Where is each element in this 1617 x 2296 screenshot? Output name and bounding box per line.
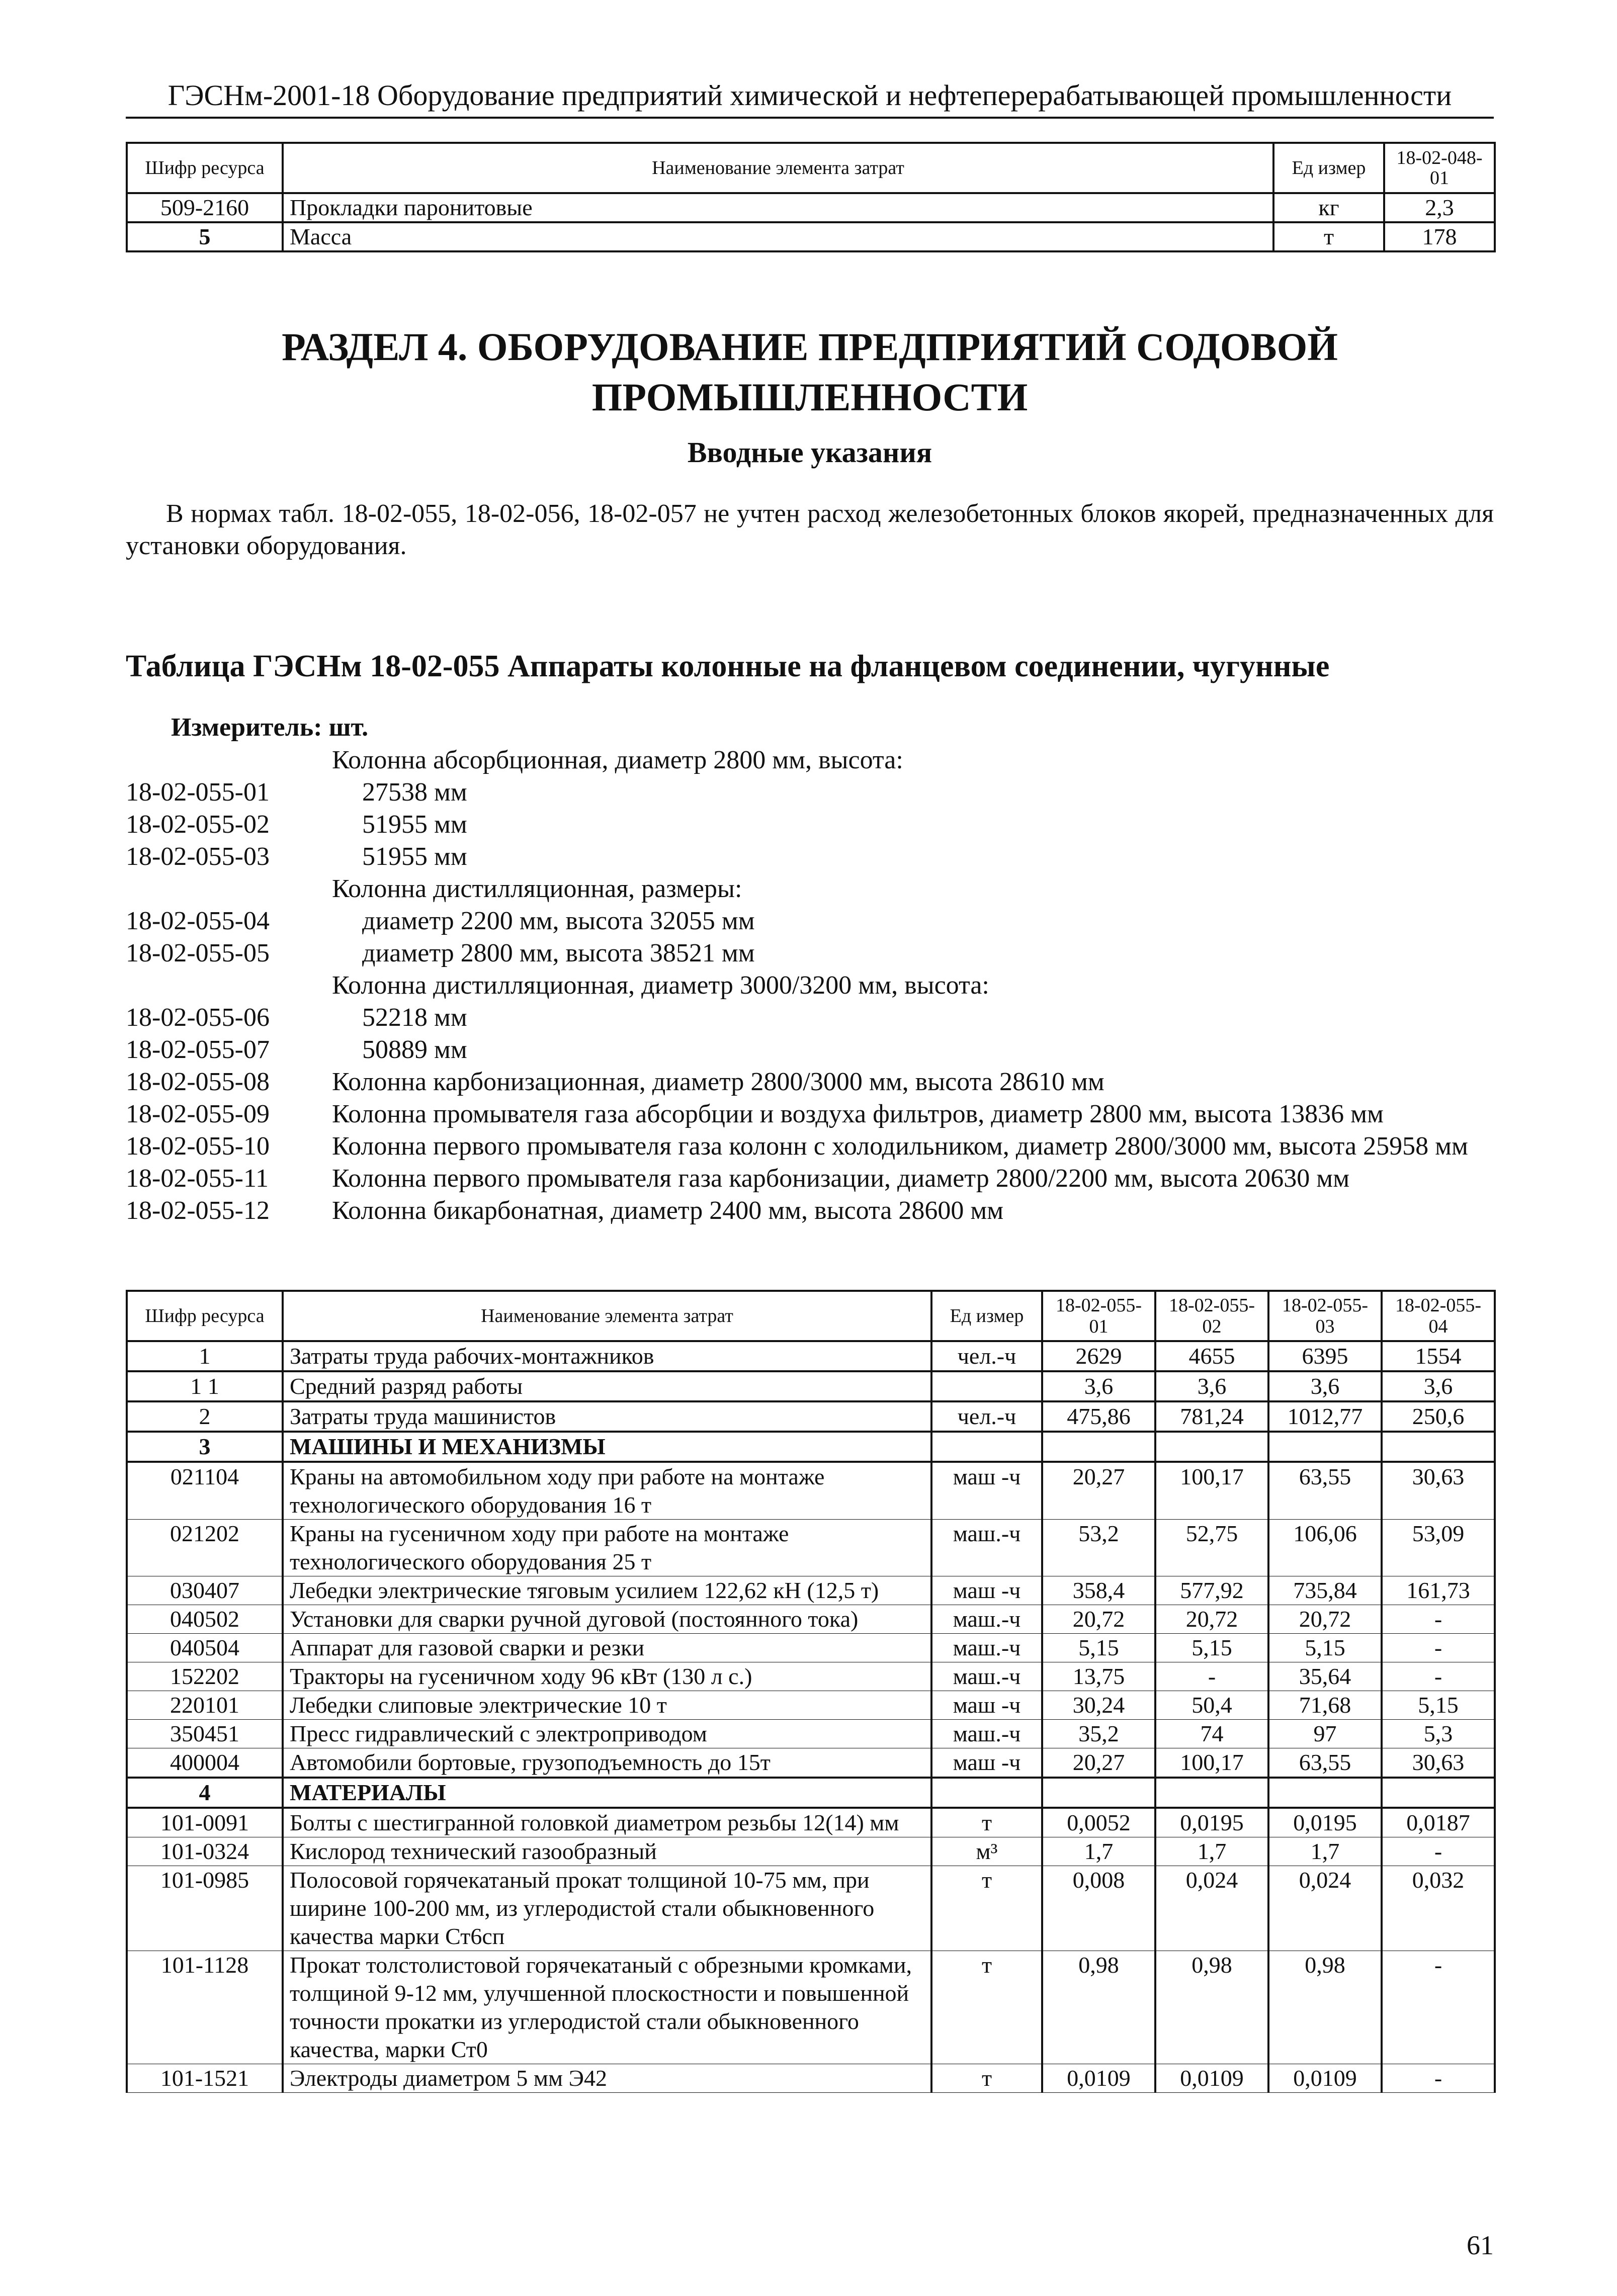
table-title: Таблица ГЭСНм 18-02-055 Аппараты колонные на фланцевом соединении, чугунные	[126, 649, 1330, 683]
resource-code: 5	[127, 222, 283, 251]
resource-value: 20,27	[1042, 1748, 1155, 1778]
resource-unit: м³	[931, 1837, 1042, 1866]
resource-code: 101-0324	[127, 1837, 283, 1866]
resource-value: 3,6	[1155, 1371, 1268, 1401]
table-row	[127, 1748, 1495, 1778]
resource-value	[1155, 1432, 1268, 1462]
norm-item	[126, 1130, 1494, 1163]
column-header: Ед измер	[1273, 143, 1384, 193]
column-header: 18-02-055-01	[1042, 1291, 1155, 1341]
resource-code: 152202	[127, 1662, 283, 1691]
resource-unit: маш.-ч	[931, 1634, 1042, 1662]
resource-name: Прокат толстолистовой горячекатаный с обрезными кромками, толщиной 9-12 мм, улучшенной плоскостности и повышенной точности прокатки из углеродистой стали обыкновенного качества, марки Ст0	[283, 1951, 931, 2064]
norm-code: 18-02-055-07	[126, 1035, 270, 1064]
norm-list	[126, 744, 1494, 1227]
subsection-title: Вводные указания	[687, 436, 932, 469]
resource-value: 106,06	[1268, 1520, 1382, 1576]
table-group-row	[127, 1432, 1495, 1462]
resource-value: 100,17	[1155, 1462, 1268, 1520]
resource-value: 20,72	[1268, 1605, 1382, 1634]
norm-code: 18-02-055-12	[126, 1196, 270, 1225]
norm-item	[126, 1098, 1494, 1130]
resource-code: 101-1128	[127, 1951, 283, 2064]
resource-unit: маш.-ч	[931, 1520, 1042, 1576]
resource-unit: маш.-ч	[931, 1605, 1042, 1634]
resource-unit: чел.-ч	[931, 1341, 1042, 1371]
resource-value: -	[1382, 2064, 1495, 2093]
norm-code: 18-02-055-03	[126, 842, 270, 871]
norm-description: 51955 мм	[362, 810, 467, 839]
resource-value: 0,0052	[1042, 1808, 1155, 1837]
table-row	[127, 1605, 1495, 1634]
resource-value: 63,55	[1268, 1748, 1382, 1778]
resource-value: 30,63	[1382, 1462, 1495, 1520]
resource-name: Автомобили бортовые, грузоподъемность до 15т	[283, 1748, 931, 1778]
norm-code: 18-02-055-09	[126, 1100, 270, 1128]
column-header: 18-02-048-01	[1384, 143, 1495, 193]
resource-value: 1,7	[1155, 1837, 1268, 1866]
resource-value: 1,7	[1268, 1837, 1382, 1866]
table-row	[127, 1691, 1495, 1720]
resource-value: 0,024	[1155, 1866, 1268, 1951]
resource-value: 358,4	[1042, 1576, 1155, 1605]
column-header: 18-02-055-04	[1382, 1291, 1495, 1341]
resource-name: Пресс гидравлический с электроприводом	[283, 1720, 931, 1748]
resource-value: 0,008	[1042, 1866, 1155, 1951]
norm-code	[126, 969, 332, 1002]
resource-value: 5,15	[1042, 1634, 1155, 1662]
norm-code: 18-02-055-10	[126, 1132, 270, 1161]
table-row	[127, 1951, 1495, 2064]
resource-value: 0,98	[1155, 1951, 1268, 2064]
resource-code: 101-0091	[127, 1808, 283, 1837]
resource-value: 50,4	[1155, 1691, 1268, 1720]
resource-value: 97	[1268, 1720, 1382, 1748]
resource-value: -	[1382, 1662, 1495, 1691]
resource-value: 0,0195	[1155, 1808, 1268, 1837]
table-row	[127, 222, 1495, 251]
resource-value: 1,7	[1042, 1837, 1155, 1866]
resource-value: 53,09	[1382, 1520, 1495, 1576]
resource-value: 0,0195	[1268, 1808, 1382, 1837]
resource-unit: маш -ч	[931, 1748, 1042, 1778]
resource-value	[1155, 1778, 1268, 1808]
resource-value: 781,24	[1155, 1401, 1268, 1432]
norm-item	[126, 937, 1494, 969]
resource-name: Краны на автомобильном ходу при работе на монтаже технологического оборудования 16 т	[283, 1462, 931, 1520]
norm-item	[126, 776, 1494, 809]
table-row	[127, 1462, 1495, 1520]
norm-item	[126, 809, 1494, 841]
table-row	[127, 193, 1495, 222]
norm-description: диаметр 2800 мм, высота 38521 мм	[362, 939, 755, 967]
resource-value: 2629	[1042, 1341, 1155, 1371]
resource-value: 5,3	[1382, 1720, 1495, 1748]
resource-value: 475,86	[1042, 1401, 1155, 1432]
resource-value: 0,0109	[1042, 2064, 1155, 2093]
resource-unit: маш -ч	[931, 1691, 1042, 1720]
resource-name: Полосовой горячекатаный прокат толщиной 10-75 мм, при ширине 100-200 мм, из углеродистой стали обыкновенного качества марки Ст6сп	[283, 1866, 931, 1951]
resource-value: 5,15	[1268, 1634, 1382, 1662]
norm-code: 18-02-055-05	[126, 939, 270, 967]
norm-item	[126, 1002, 1494, 1034]
resource-name: Масса	[283, 222, 1273, 251]
norm-item	[126, 1066, 1494, 1098]
resource-code: 021104	[127, 1462, 283, 1520]
resource-code: 509-2160	[127, 193, 283, 222]
resource-value: 100,17	[1155, 1748, 1268, 1778]
resource-value: 161,73	[1382, 1576, 1495, 1605]
norm-description: 50889 мм	[362, 1035, 467, 1064]
resource-unit	[931, 1371, 1042, 1401]
table-row	[127, 1866, 1495, 1951]
table-row	[127, 2064, 1495, 2093]
resource-value: 1554	[1382, 1341, 1495, 1371]
resource-value: -	[1382, 1837, 1495, 1866]
resource-value	[1042, 1432, 1155, 1462]
resource-name: МАТЕРИАЛЫ	[283, 1778, 931, 1808]
resource-value: 735,84	[1268, 1576, 1382, 1605]
table-row	[127, 1837, 1495, 1866]
resource-code: 101-0985	[127, 1866, 283, 1951]
resource-value: 1012,77	[1268, 1401, 1382, 1432]
norm-code: 18-02-055-06	[126, 1003, 270, 1032]
norm-item	[126, 969, 1494, 1002]
resource-value: 4655	[1155, 1341, 1268, 1371]
norm-description: Колонна первого промывателя газа карбонизации, диаметр 2800/2200 мм, высота 20630 мм	[332, 1164, 1350, 1193]
resource-unit	[931, 1432, 1042, 1462]
resource-name: Затраты труда машинистов	[283, 1401, 931, 1432]
resource-value: 5,15	[1155, 1634, 1268, 1662]
resource-code: 1 1	[127, 1371, 283, 1401]
resource-name: Установки для сварки ручной дуговой (постоянного тока)	[283, 1605, 931, 1634]
measure-unit: Измеритель: шт.	[171, 713, 369, 742]
resource-code: 3	[127, 1432, 283, 1462]
resource-unit: кг	[1273, 193, 1384, 222]
resource-value: -	[1155, 1662, 1268, 1691]
resource-value: 20,27	[1042, 1462, 1155, 1520]
resource-code: 400004	[127, 1748, 283, 1778]
resource-value: 20,72	[1042, 1605, 1155, 1634]
resource-value: 35,64	[1268, 1662, 1382, 1691]
table-row	[127, 1576, 1495, 1605]
norm-description: диаметр 2200 мм, высота 32055 мм	[362, 907, 755, 935]
resource-value: 2,3	[1384, 193, 1495, 222]
resource-unit: чел.-ч	[931, 1401, 1042, 1432]
resource-value: 3,6	[1268, 1371, 1382, 1401]
norm-description: Колонна первого промывателя газа колонн с холодильником, диаметр 2800/3000 мм, высота 25958 мм	[332, 1132, 1468, 1161]
table-row	[127, 1520, 1495, 1576]
resource-unit: т	[1273, 222, 1384, 251]
resource-value: 0,0109	[1155, 2064, 1268, 2093]
resource-code: 101-1521	[127, 2064, 283, 2093]
norm-item	[126, 873, 1494, 905]
resource-value: 0,0109	[1268, 2064, 1382, 2093]
resource-code: 021202	[127, 1520, 283, 1576]
resource-value: 5,15	[1382, 1691, 1495, 1720]
resource-name: Краны на гусеничном ходу при работе на монтаже технологического оборудования 25 т	[283, 1520, 931, 1576]
norm-code: 18-02-055-02	[126, 810, 270, 839]
resource-value: 0,0187	[1382, 1808, 1495, 1837]
resource-value	[1382, 1778, 1495, 1808]
resource-value: 0,98	[1042, 1951, 1155, 2064]
resource-value: 63,55	[1268, 1462, 1382, 1520]
column-header: Шифр ресурса	[127, 143, 283, 193]
resource-value: 3,6	[1042, 1371, 1155, 1401]
resource-unit	[931, 1778, 1042, 1808]
norm-description: Колонна дистилляционная, диаметр 3000/3200 мм, высота:	[332, 971, 989, 1000]
norm-code	[126, 744, 332, 776]
norm-item	[126, 1034, 1494, 1066]
resource-value	[1268, 1432, 1382, 1462]
norm-code: 18-02-055-08	[126, 1068, 270, 1096]
norm-item	[126, 905, 1494, 937]
table-row	[127, 1662, 1495, 1691]
resource-value	[1268, 1778, 1382, 1808]
norm-code: 18-02-055-11	[126, 1164, 269, 1193]
norm-description: Колонна карбонизационная, диаметр 2800/3000 мм, высота 28610 мм	[332, 1068, 1104, 1096]
section-title-line: РАЗДЕЛ 4. ОБОРУДОВАНИЕ ПРЕДПРИЯТИЙ СОДОВОЙ	[282, 325, 1338, 369]
resource-name: Болты с шестигранной головкой диаметром резьбы 12(14) мм	[283, 1808, 931, 1837]
column-header: Ед измер	[931, 1291, 1042, 1341]
resource-name: Аппарат для газовой сварки и резки	[283, 1634, 931, 1662]
column-header: Шифр ресурса	[127, 1291, 283, 1341]
norm-description: 27538 мм	[362, 778, 467, 807]
table-row	[127, 1720, 1495, 1748]
resource-name: Кислород технический газообразный	[283, 1837, 931, 1866]
norm-description: Колонна дистилляционная, размеры:	[332, 874, 742, 903]
resource-code: 040504	[127, 1634, 283, 1662]
resource-value: 20,72	[1155, 1605, 1268, 1634]
norm-description: Колонна промывателя газа абсорбции и воздуха фильтров, диаметр 2800 мм, высота 13836 мм	[332, 1100, 1384, 1128]
table-row	[127, 1341, 1495, 1371]
resource-name: Затраты труда рабочих-монтажников	[283, 1341, 931, 1371]
section-title-line: ПРОМЫШЛЕННОСТИ	[591, 375, 1028, 419]
resource-name: Средний разряд работы	[283, 1371, 931, 1401]
resource-name: Лебедки слиповые электрические 10 т	[283, 1691, 931, 1720]
resource-value: 53,2	[1042, 1520, 1155, 1576]
resource-value	[1042, 1778, 1155, 1808]
norm-code	[126, 873, 332, 905]
table-group-row	[127, 1778, 1495, 1808]
table-row	[127, 1371, 1495, 1401]
resource-value: 0,032	[1382, 1866, 1495, 1951]
resource-name: МАШИНЫ И МЕХАНИЗМЫ	[283, 1432, 931, 1462]
section-title	[126, 322, 1494, 422]
norm-item	[126, 1163, 1494, 1195]
resource-value: 577,92	[1155, 1576, 1268, 1605]
table-row	[127, 1401, 1495, 1432]
running-header: ГЭСНм-2001-18 Оборудование предприятий химической и нефтеперерабатывающей промышленности	[126, 75, 1494, 119]
column-header: Наименование элемента затрат	[283, 1291, 931, 1341]
norm-description: 52218 мм	[362, 1003, 467, 1032]
resource-value: 0,98	[1268, 1951, 1382, 2064]
resource-value: 6395	[1268, 1341, 1382, 1371]
resource-code: 2	[127, 1401, 283, 1432]
resource-value: 13,75	[1042, 1662, 1155, 1691]
resource-value: 52,75	[1155, 1520, 1268, 1576]
resource-table-18-02-048	[126, 142, 1496, 252]
resource-value: 3,6	[1382, 1371, 1495, 1401]
resource-value	[1382, 1432, 1495, 1462]
resource-value: 250,6	[1382, 1401, 1495, 1432]
resource-value: 30,63	[1382, 1748, 1495, 1778]
resource-unit: маш -ч	[931, 1462, 1042, 1520]
resource-value: -	[1382, 1605, 1495, 1634]
resource-value: 178	[1384, 222, 1495, 251]
resource-unit: т	[931, 1866, 1042, 1951]
resource-value: 35,2	[1042, 1720, 1155, 1748]
norm-description: Колонна бикарбонатная, диаметр 2400 мм, высота 28600 мм	[332, 1196, 1004, 1225]
norm-description: Колонна абсорбционная, диаметр 2800 мм, высота:	[332, 746, 903, 774]
resource-code: 220101	[127, 1691, 283, 1720]
resource-value: -	[1382, 1634, 1495, 1662]
resource-name: Тракторы на гусеничном ходу 96 кВт (130 л с.)	[283, 1662, 931, 1691]
column-header: Наименование элемента затрат	[283, 143, 1273, 193]
norm-code: 18-02-055-04	[126, 907, 270, 935]
resource-value: 0,024	[1268, 1866, 1382, 1951]
resource-value: -	[1382, 1951, 1495, 2064]
table-row	[127, 1808, 1495, 1837]
column-header: 18-02-055-03	[1268, 1291, 1382, 1341]
resource-value: 71,68	[1268, 1691, 1382, 1720]
norm-item	[126, 1195, 1494, 1227]
norm-item	[126, 841, 1494, 873]
intro-paragraph: В нормах табл. 18-02-055, 18-02-056, 18-02-057 не учтен расход железобетонных блоков якорей, предназначенных для установки оборудования.	[126, 499, 1494, 560]
column-header: 18-02-055-02	[1155, 1291, 1268, 1341]
resource-name: Электроды диаметром 5 мм Э42	[283, 2064, 931, 2093]
table-row	[127, 1634, 1495, 1662]
resource-code: 4	[127, 1778, 283, 1808]
resource-value: 30,24	[1042, 1691, 1155, 1720]
resource-code: 350451	[127, 1720, 283, 1748]
page-number: 61	[1467, 2230, 1494, 2260]
resource-unit: т	[931, 1951, 1042, 2064]
norm-code: 18-02-055-01	[126, 778, 270, 807]
resource-unit: маш -ч	[931, 1576, 1042, 1605]
table-header-row	[127, 1291, 1495, 1341]
resource-unit: маш.-ч	[931, 1662, 1042, 1691]
resource-value: 74	[1155, 1720, 1268, 1748]
resource-name: Лебедки электрические тяговым усилием 122,62 кН (12,5 т)	[283, 1576, 931, 1605]
norm-description: 51955 мм	[362, 842, 467, 871]
resource-name: Прокладки паронитовые	[283, 193, 1273, 222]
resource-code: 1	[127, 1341, 283, 1371]
resource-code: 040502	[127, 1605, 283, 1634]
resource-unit: маш.-ч	[931, 1720, 1042, 1748]
resource-code: 030407	[127, 1576, 283, 1605]
resource-unit: т	[931, 1808, 1042, 1837]
table-header-row	[127, 143, 1495, 193]
resource-table-18-02-055	[126, 1290, 1496, 2093]
resource-unit: т	[931, 2064, 1042, 2093]
norm-item	[126, 744, 1494, 776]
